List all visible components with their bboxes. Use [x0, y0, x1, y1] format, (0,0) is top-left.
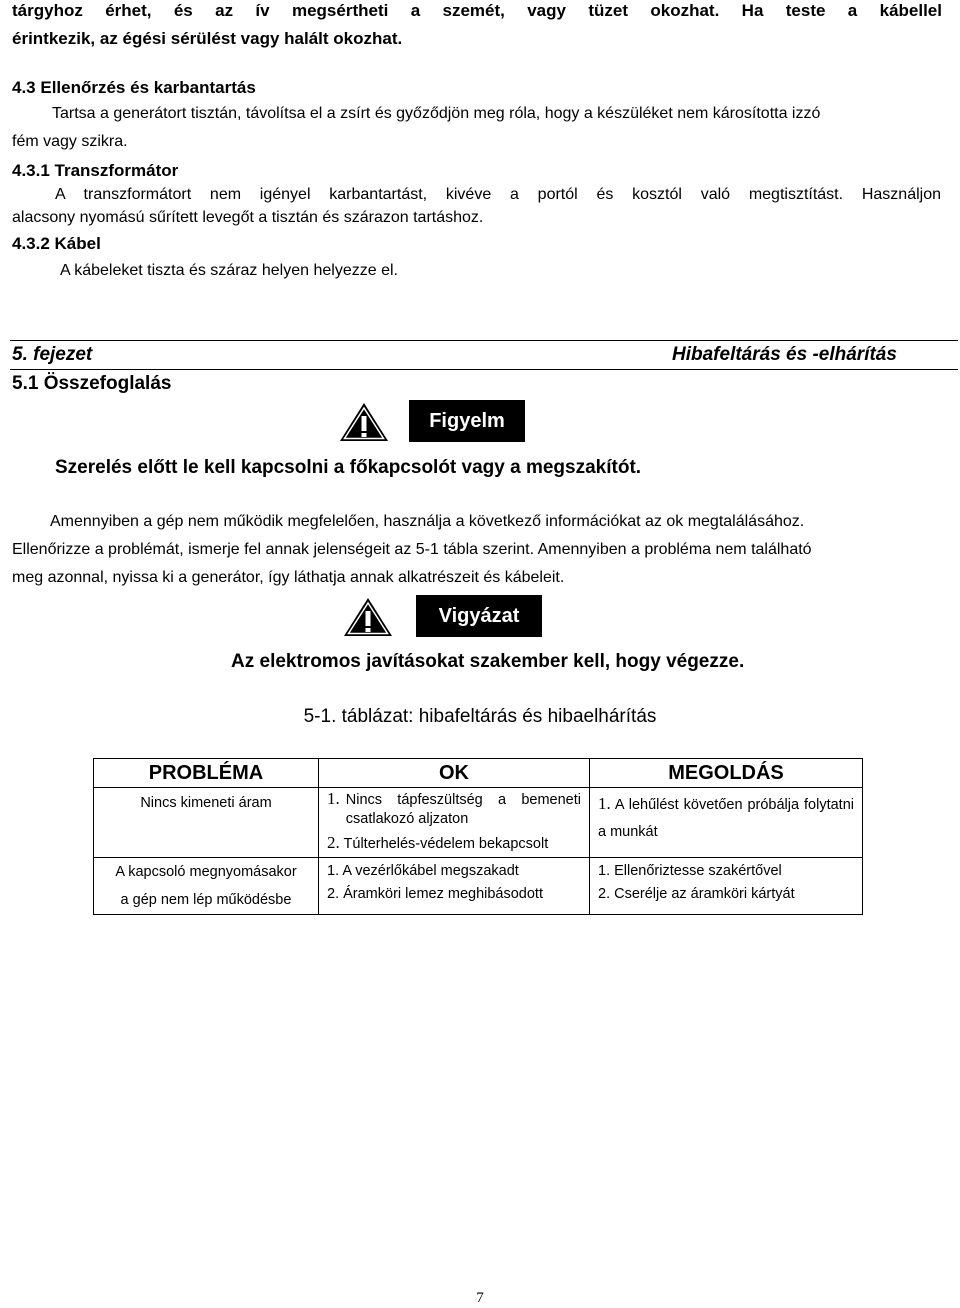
solution-item: 1. Ellenőriztesse szakértővel [598, 863, 782, 879]
warning-triangle-icon [342, 596, 394, 638]
table-cell-problem [94, 788, 319, 858]
cause-item [327, 788, 581, 829]
paragraph-line-3: meg azonnal, nyissa ki a generátor, így láthatja annak alkatrészeit és kábeleit. [12, 569, 565, 586]
table-cell-cause [319, 788, 590, 858]
table-header-cause: OK [319, 759, 590, 788]
chapter-title: Hibafeltárás és -elhárítás [672, 344, 897, 365]
warning-triangle-icon [338, 401, 390, 443]
cause-text: Túlterhelés-védelem bekapcsolt [343, 836, 549, 852]
solution-text: A lehűlést követően próbálja folytatni a munkát [598, 797, 854, 840]
table-header-row [94, 759, 863, 788]
paragraph-line-1: Amennyiben a gép nem működik megfelelően, használja a következő információkat az ok megtalálásához. [50, 513, 805, 530]
cause-number: 1. [327, 789, 340, 808]
section-4-3-1-body-line-2: alacsony nyomású sűrített levegőt a tisztán és szárazon tartáshoz. [12, 209, 484, 226]
notice-2-text: Az elektromos javításokat szakember kell, hogy végezze. [231, 651, 745, 672]
section-4-3-body-line-2: fém vagy szikra. [12, 133, 128, 150]
section-4-3-2-title: 4.3.2 Kábel [12, 234, 101, 253]
table-cell-solution [590, 788, 863, 858]
paragraph-line-2: Ellenőrizze a problémát, ismerje fel annak jelenségeit az 5-1 tábla szerint. Amennyiben a probléma nem található [12, 541, 812, 558]
table-row [94, 788, 863, 858]
problem-text: Nincs kimeneti áram [140, 795, 272, 811]
section-4-3-title: 4.3 Ellenőrzés és karbantartás [12, 78, 256, 97]
section-4-3-1-title: 4.3.1 Transzformátor [12, 161, 179, 180]
solution-number: 1. [598, 794, 611, 813]
troubleshooting-table [93, 758, 863, 915]
section-4-3-2-body: A kábeleket tiszta és száraz helyen helyezze el. [60, 262, 398, 279]
table-cell-solution [590, 858, 863, 915]
cause-item: 2. Áramköri lemez meghibásodott [327, 886, 543, 902]
table-cell-cause [319, 858, 590, 915]
section-4-3-body-line-1: Tartsa a generátort tisztán, távolítsa el a zsírt és győződjön meg róla, hogy a készüléket nem károsította izzó [52, 105, 821, 122]
cause-text: Nincs tápfeszültség a bemeneti csatlakozó aljzaton [345, 792, 581, 827]
table-row [94, 858, 863, 915]
intro-line-1: tárgyhoz érhet, és az ív megsértheti a szemét, vagy tüzet okozhat. Ha teste a kábellel [12, 1, 942, 20]
intro-line-2: érintkezik, az égési sérülést vagy halált okozhat. [12, 29, 403, 48]
notice-1-text: Szerelés előtt le kell kapcsolni a főkapcsolót vagy a megszakítót. [55, 457, 642, 478]
table-header-solution: MEGOLDÁS [590, 759, 863, 788]
notice-label-vigyazat: Vigyázat [416, 595, 542, 637]
section-4-3-1-body-line-1: A transzformátort nem igényel karbantartást, kivéve a portól és kosztól való megtisztítást. Használjon [55, 186, 941, 203]
page-number: 7 [476, 1290, 484, 1306]
solution-item [598, 790, 854, 846]
table-cell-problem [94, 858, 319, 915]
section-5-1-title: 5.1 Összefoglalás [12, 373, 172, 394]
chapter-number: 5. fejezet [12, 344, 93, 365]
table-caption: 5-1. táblázat: hibafeltárás és hibaelhárítás [303, 706, 657, 727]
problem-text-line-1: A kapcsoló megnyomásakor [115, 864, 297, 880]
table-header-problem: PROBLÉMA [94, 759, 319, 788]
cause-number: 2. [327, 833, 340, 852]
cause-item [327, 832, 581, 855]
cause-item: 1. A vezérlőkábel megszakadt [327, 863, 519, 879]
notice-label-figyelm: Figyelm [409, 400, 525, 442]
problem-text-line-2: a gép nem lép működésbe [120, 892, 292, 908]
solution-item: 2. Cserélje az áramköri kártyát [598, 886, 795, 902]
